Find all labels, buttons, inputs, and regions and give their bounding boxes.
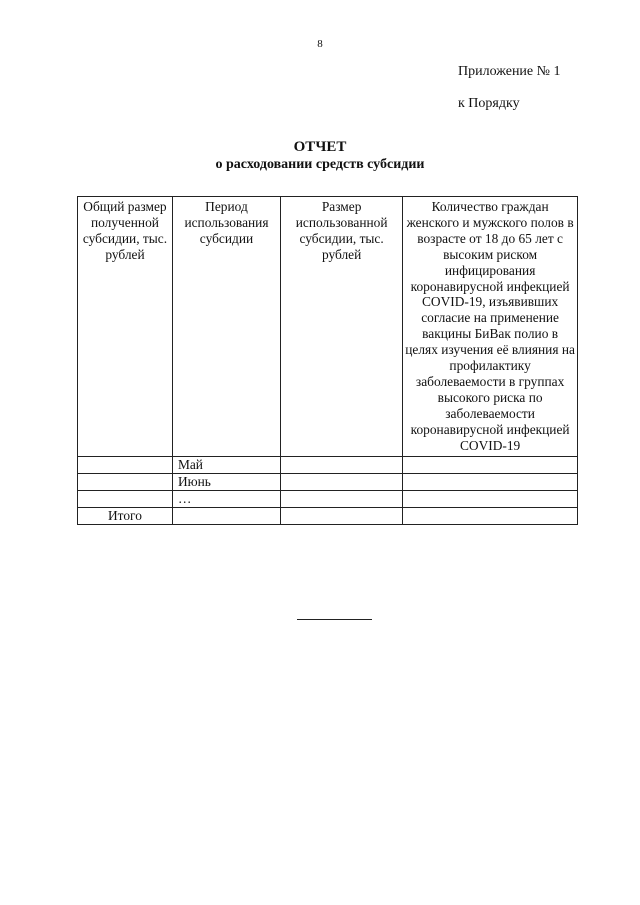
table-cell: Июнь	[172, 473, 280, 490]
table-total-row	[78, 507, 578, 524]
table-cell: Май	[172, 456, 280, 473]
table-cell	[281, 473, 403, 490]
report-table	[77, 196, 578, 525]
header-total-subsidy: Общий размер полученной субсидии, тыс. рублей	[78, 197, 173, 457]
table-cell	[403, 456, 578, 473]
table-cell	[78, 490, 173, 507]
table-row	[78, 490, 578, 507]
document-title: ОТЧЕТ	[293, 139, 347, 155]
header-citizens-count: Количество граждан женского и мужского полов в возрасте от 18 до 65 лет с высоким риском инфицирования коронавирусной инфекцией COVID-19, изъявивших согласие на применение вакцины БиВак полио в целях изучения её влияния на профилактику заболеваемости в группах высокого риска по заболеваемости коронавирусной инфекцией COVID-19	[403, 197, 578, 457]
table-row	[78, 473, 578, 490]
table-cell	[403, 490, 578, 507]
table-row	[78, 456, 578, 473]
header-used-subsidy: Размер использованной субсидии, тыс. рублей	[281, 197, 403, 457]
table-cell	[281, 507, 403, 524]
total-label: Итого	[78, 507, 173, 524]
table-cell: …	[172, 490, 280, 507]
table-cell	[403, 473, 578, 490]
page-number: 8	[317, 38, 323, 50]
table-cell	[78, 456, 173, 473]
table-cell	[281, 490, 403, 507]
order-reference: к Порядку	[458, 96, 520, 111]
appendix-label: Приложение № 1	[458, 64, 561, 79]
table-cell	[172, 507, 280, 524]
document-subtitle: о расходовании средств субсидии	[215, 157, 425, 172]
table-cell	[281, 456, 403, 473]
table-cell	[78, 473, 173, 490]
header-period: Период использования субсидии	[172, 197, 280, 457]
table-cell	[403, 507, 578, 524]
signature-line	[297, 619, 372, 620]
table-header-row	[78, 197, 578, 457]
